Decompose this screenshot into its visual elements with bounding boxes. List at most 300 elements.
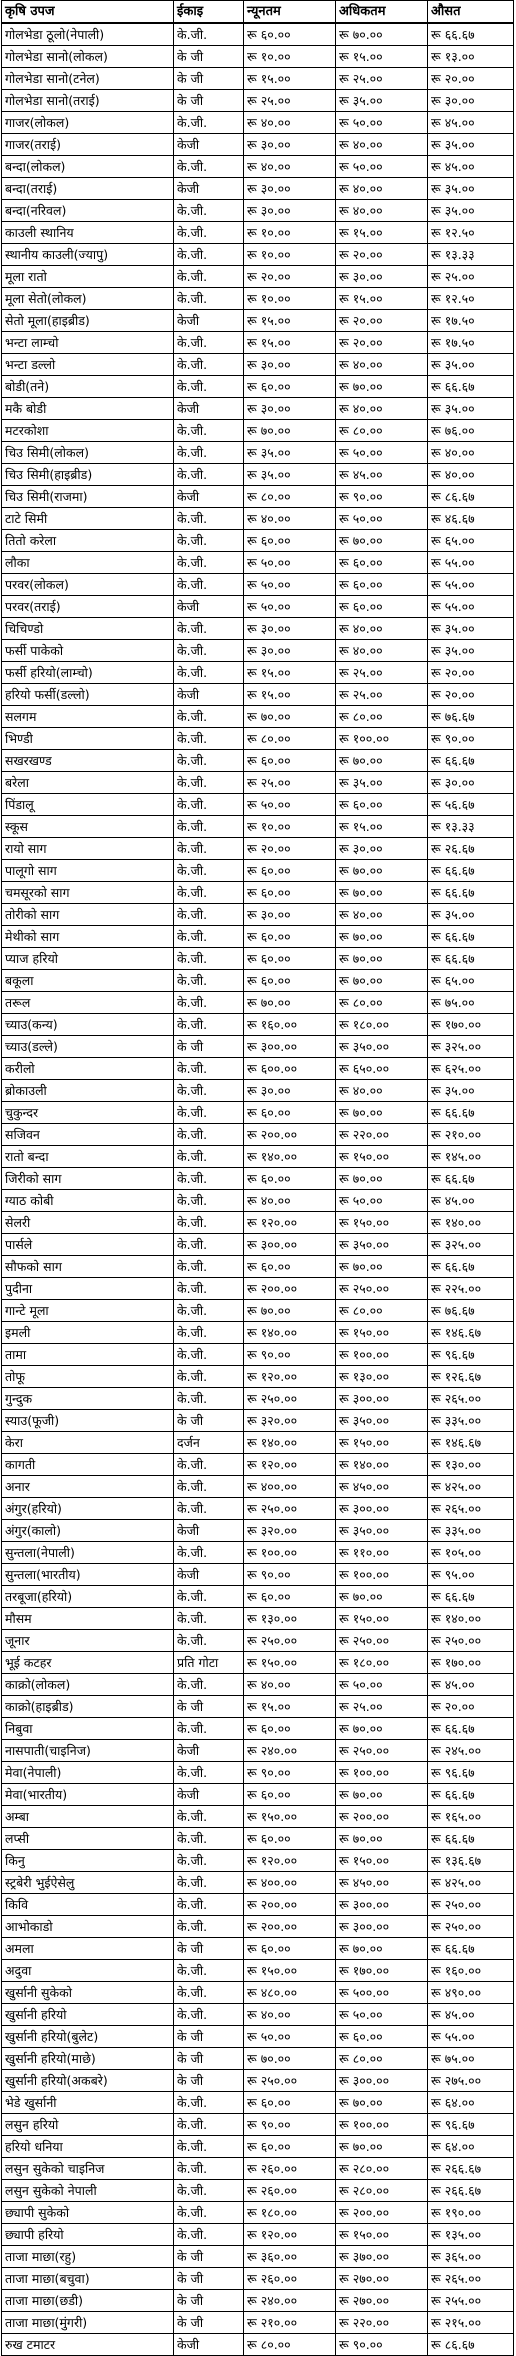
- price-value: ३०.००: [260, 356, 291, 372]
- currency-label: रू: [431, 334, 441, 350]
- price-value: ३५.००: [444, 642, 475, 658]
- currency-label: रू: [339, 2094, 349, 2110]
- maximum-cell: [336, 1894, 428, 1916]
- unit-cell: के.जी.: [174, 442, 244, 464]
- currency-label: रू: [431, 136, 441, 152]
- minimum-cell: [244, 1146, 336, 1168]
- unit-cell: के.जी.: [174, 266, 244, 288]
- unit-cell: के.जी.: [174, 156, 244, 178]
- table-row: [2, 1476, 514, 1498]
- minimum-cell: [244, 178, 336, 200]
- currency-label: रू: [431, 598, 441, 614]
- unit-cell: के.जी.: [174, 1828, 244, 1850]
- currency-label: रू: [431, 2292, 441, 2308]
- commodity-cell: गान्टे मूला: [2, 1300, 174, 1322]
- minimum-cell: [244, 1674, 336, 1696]
- commodity-cell: सौफको साग: [2, 1256, 174, 1278]
- maximum-cell: [336, 442, 428, 464]
- price-value: ३०.००: [260, 642, 291, 658]
- price-value: १००.००: [352, 1346, 390, 1362]
- currency-label: रू: [339, 1500, 349, 1516]
- currency-label: रू: [339, 1302, 349, 1318]
- price-value: ९०.००: [260, 1346, 291, 1362]
- price-value: ६६.६७: [444, 378, 475, 394]
- average-cell: [428, 772, 514, 794]
- average-cell: [428, 288, 514, 310]
- table-row: [2, 860, 514, 882]
- average-cell: [428, 596, 514, 618]
- minimum-cell: [244, 266, 336, 288]
- currency-label: रू: [339, 2270, 349, 2286]
- minimum-cell: [244, 2004, 336, 2026]
- price-value: १२.५०: [444, 224, 475, 240]
- minimum-cell: [244, 2136, 336, 2158]
- maximum-cell: [336, 178, 428, 200]
- currency-label: रू: [247, 1500, 257, 1516]
- currency-label: रू: [247, 1302, 257, 1318]
- minimum-cell: [244, 2092, 336, 2114]
- currency-label: रू: [247, 48, 257, 64]
- price-value: ३००.००: [260, 1236, 298, 1252]
- commodity-cell: किनु: [2, 1850, 174, 1872]
- unit-cell: के.जी.: [174, 1718, 244, 1740]
- maximum-cell: [336, 970, 428, 992]
- currency-label: रू: [431, 1522, 441, 1538]
- price-value: १२०.००: [260, 2226, 298, 2242]
- currency-label: रू: [339, 1082, 349, 1098]
- maximum-cell: [336, 1146, 428, 1168]
- unit-cell: के.जी.: [174, 904, 244, 926]
- price-value: १०५.००: [444, 1544, 482, 1560]
- price-value: १२६.६७: [444, 1368, 482, 1384]
- price-value: १२०.००: [260, 1368, 298, 1384]
- unit-cell: के जी: [174, 2048, 244, 2070]
- minimum-cell: [244, 398, 336, 420]
- price-value: ७०.००: [352, 1940, 383, 1956]
- price-value: ७०.००: [352, 378, 383, 394]
- currency-label: रू: [431, 730, 441, 746]
- maximum-cell: [336, 1344, 428, 1366]
- price-value: १३०.००: [444, 1456, 482, 1472]
- maximum-cell: [336, 464, 428, 486]
- currency-label: रू: [431, 1346, 441, 1362]
- price-value: १५.००: [260, 70, 291, 86]
- table-row: [2, 90, 514, 112]
- currency-label: रू: [339, 48, 349, 64]
- minimum-cell: [244, 1982, 336, 2004]
- price-value: २६५.००: [444, 1500, 482, 1516]
- maximum-cell: [336, 2246, 428, 2268]
- currency-label: रू: [431, 2248, 441, 2264]
- table-row: [2, 156, 514, 178]
- unit-cell: के.जी.: [174, 552, 244, 574]
- currency-label: रू: [247, 1082, 257, 1098]
- commodity-cell: रातो बन्दा: [2, 1146, 174, 1168]
- average-cell: [428, 1652, 514, 1674]
- price-value: ६६.६७: [444, 862, 475, 878]
- currency-label: रू: [247, 796, 257, 812]
- maximum-cell: [336, 1982, 428, 2004]
- currency-label: रू: [431, 928, 441, 944]
- table-row: [2, 1432, 514, 1454]
- price-value: ४०.००: [260, 114, 291, 130]
- price-value: ३६५.००: [444, 2248, 482, 2264]
- commodity-cell: लसुन सुकेको चाइनिज: [2, 2158, 174, 2180]
- price-value: ६४.००: [444, 2138, 475, 2154]
- currency-label: रू: [339, 2182, 349, 2198]
- price-value: १४०.००: [260, 1324, 298, 1340]
- currency-label: रू: [247, 620, 257, 636]
- minimum-cell: [244, 23, 336, 46]
- unit-cell: केजी: [174, 684, 244, 706]
- minimum-cell: [244, 1850, 336, 1872]
- price-value: ५५.००: [444, 576, 475, 592]
- minimum-cell: [244, 596, 336, 618]
- maximum-cell: [336, 1608, 428, 1630]
- currency-label: रू: [339, 1786, 349, 1802]
- price-value: ४५.००: [444, 1192, 475, 1208]
- average-cell: [428, 2180, 514, 2202]
- unit-cell: के.जी.: [174, 332, 244, 354]
- unit-cell: के जी: [174, 2290, 244, 2312]
- currency-label: रू: [247, 158, 257, 174]
- table-row: [2, 2114, 514, 2136]
- currency-label: रू: [247, 1830, 257, 1846]
- commodity-cell: चुकुन्दर: [2, 1102, 174, 1124]
- average-cell: [428, 1784, 514, 1806]
- currency-label: रू: [431, 26, 441, 42]
- currency-label: रू: [247, 92, 257, 108]
- price-value: ३५.००: [444, 180, 475, 196]
- commodity-cell: अम्बा: [2, 1806, 174, 1828]
- minimum-cell: [244, 2202, 336, 2224]
- maximum-cell: [336, 1520, 428, 1542]
- average-cell: [428, 2070, 514, 2092]
- commodity-cell: गुन्दुक: [2, 1388, 174, 1410]
- currency-label: रू: [431, 422, 441, 438]
- currency-label: रू: [339, 114, 349, 130]
- average-cell: [428, 904, 514, 926]
- table-row: [2, 1718, 514, 1740]
- average-cell: [428, 1366, 514, 1388]
- table-row: [2, 2202, 514, 2224]
- currency-label: रू: [431, 1038, 441, 1054]
- maximum-cell: [336, 2158, 428, 2180]
- price-value: ४०.००: [352, 356, 383, 372]
- currency-label: रू: [247, 2116, 257, 2132]
- commodity-cell: सेलरी: [2, 1212, 174, 1234]
- unit-cell: प्रति गोटा: [174, 1652, 244, 1674]
- unit-cell: के.जी.: [174, 706, 244, 728]
- average-cell: [428, 1322, 514, 1344]
- price-value: ३०.००: [260, 202, 291, 218]
- maximum-cell: [336, 2136, 428, 2158]
- price-value: १५०.००: [352, 1852, 390, 1868]
- average-cell: [428, 90, 514, 112]
- average-cell: [428, 1102, 514, 1124]
- commodity-cell: पार्सले: [2, 1234, 174, 1256]
- price-value: ४५०.००: [352, 1478, 390, 1494]
- minimum-cell: [244, 706, 336, 728]
- currency-label: रू: [247, 1236, 257, 1252]
- unit-cell: के.जी.: [174, 2224, 244, 2246]
- maximum-cell: [336, 1564, 428, 1586]
- table-row: [2, 1080, 514, 1102]
- price-value: १००.००: [352, 1764, 390, 1780]
- price-value: २१०.००: [260, 2314, 298, 2330]
- currency-label: रू: [247, 114, 257, 130]
- currency-label: रू: [339, 1412, 349, 1428]
- price-value: ३५.००: [352, 774, 383, 790]
- currency-label: रू: [339, 1742, 349, 1758]
- average-cell: [428, 1080, 514, 1102]
- minimum-cell: [244, 1784, 336, 1806]
- currency-label: रू: [247, 884, 257, 900]
- minimum-cell: [244, 750, 336, 772]
- currency-label: रू: [247, 224, 257, 240]
- currency-label: रू: [247, 1522, 257, 1538]
- maximum-cell: [336, 1322, 428, 1344]
- unit-cell: के.जी.: [174, 23, 244, 46]
- minimum-cell: [244, 1410, 336, 1432]
- average-cell: [428, 442, 514, 464]
- maximum-cell: [336, 1014, 428, 1036]
- commodity-cell: पालूगो साग: [2, 860, 174, 882]
- commodity-cell: इमली: [2, 1322, 174, 1344]
- minimum-cell: [244, 1344, 336, 1366]
- average-cell: [428, 112, 514, 134]
- minimum-cell: [244, 794, 336, 816]
- average-cell: [428, 1586, 514, 1608]
- maximum-cell: [336, 684, 428, 706]
- currency-label: रू: [339, 2072, 349, 2088]
- unit-cell: केजी: [174, 398, 244, 420]
- currency-label: रू: [247, 136, 257, 152]
- unit-cell: के.जी.: [174, 1080, 244, 1102]
- currency-label: रू: [339, 576, 349, 592]
- currency-label: रू: [431, 576, 441, 592]
- price-value: १०.००: [260, 224, 291, 240]
- maximum-cell: [336, 1410, 428, 1432]
- price-value: ३०.००: [260, 906, 291, 922]
- price-value: ५०.००: [352, 1676, 383, 1692]
- currency-label: रू: [431, 312, 441, 328]
- maximum-cell: [336, 2334, 428, 2356]
- unit-cell: के.जी.: [174, 1102, 244, 1124]
- currency-label: रू: [247, 1566, 257, 1582]
- currency-label: रू: [339, 2204, 349, 2220]
- price-value: ३०.००: [260, 136, 291, 152]
- currency-label: रू: [431, 1654, 441, 1670]
- average-cell: [428, 1740, 514, 1762]
- average-cell: [428, 2246, 514, 2268]
- price-value: २४०.००: [260, 1742, 298, 1758]
- price-value: २७०.००: [352, 2270, 390, 2286]
- unit-cell: के जी: [174, 46, 244, 68]
- minimum-cell: [244, 464, 336, 486]
- minimum-cell: [244, 574, 336, 596]
- commodity-cell: चिउ सिमी(लोकल): [2, 442, 174, 464]
- currency-label: रू: [339, 290, 349, 306]
- price-value: ३००.००: [352, 1390, 390, 1406]
- minimum-cell: [244, 46, 336, 68]
- maximum-cell: [336, 332, 428, 354]
- currency-label: रू: [431, 114, 441, 130]
- price-value: १३६.६७: [444, 1852, 482, 1868]
- commodity-cell: खुर्सानी हरियो: [2, 2004, 174, 2026]
- commodity-cell: गोलभेडा सानो(टनेल): [2, 68, 174, 90]
- price-value: १४६.६७: [444, 1324, 482, 1340]
- unit-cell: के.जी.: [174, 112, 244, 134]
- maximum-cell: [336, 2268, 428, 2290]
- minimum-cell: [244, 2114, 336, 2136]
- commodity-cell: गोलभेडा सानो(लोकल): [2, 46, 174, 68]
- commodity-cell: च्याउ(डल्ले): [2, 1036, 174, 1058]
- average-cell: [428, 310, 514, 332]
- currency-label: रू: [247, 1962, 257, 1978]
- average-cell: [428, 200, 514, 222]
- price-value: ६६.६७: [444, 752, 475, 768]
- maximum-cell: [336, 1828, 428, 1850]
- maximum-cell: [336, 2070, 428, 2092]
- currency-label: रू: [339, 26, 349, 42]
- currency-label: रू: [247, 950, 257, 966]
- commodity-cell: सलगम: [2, 706, 174, 728]
- price-value: २५०.००: [260, 2072, 298, 2088]
- price-value: ७०.००: [352, 1170, 383, 1186]
- table-row: [2, 23, 514, 46]
- price-value: ५०.००: [260, 2028, 291, 2044]
- maximum-cell: [336, 2180, 428, 2202]
- price-value: ८०.००: [352, 994, 383, 1010]
- table-row: [2, 1256, 514, 1278]
- unit-cell: के.जी.: [174, 1190, 244, 1212]
- minimum-cell: [244, 904, 336, 926]
- currency-label: रू: [339, 1566, 349, 1582]
- price-value: ७०.००: [352, 1104, 383, 1120]
- price-value: ४५.००: [444, 2006, 475, 2022]
- unit-cell: के.जी.: [174, 2114, 244, 2136]
- currency-label: रू: [247, 2094, 257, 2110]
- minimum-cell: [244, 1476, 336, 1498]
- commodity-cell: काक्रो(लोकल): [2, 1674, 174, 1696]
- maximum-cell: [336, 530, 428, 552]
- price-value: ६०.००: [352, 2028, 383, 2044]
- currency-label: रू: [339, 510, 349, 526]
- table-body: [2, 23, 514, 2356]
- currency-label: रू: [431, 2138, 441, 2154]
- commodity-cell: छ्यापी हरियो: [2, 2224, 174, 2246]
- table-row: [2, 838, 514, 860]
- commodity-cell: लौका: [2, 552, 174, 574]
- commodity-cell: गाजर(लोकल): [2, 112, 174, 134]
- currency-label: रू: [339, 1544, 349, 1560]
- unit-cell: के जी: [174, 90, 244, 112]
- currency-label: रू: [339, 1610, 349, 1626]
- currency-label: रू: [339, 1324, 349, 1340]
- price-value: १३.००: [444, 48, 475, 64]
- price-value: ४५.००: [444, 1676, 475, 1692]
- currency-label: रू: [247, 180, 257, 196]
- table-row: [2, 904, 514, 926]
- currency-label: रू: [339, 158, 349, 174]
- price-value: ६०.००: [352, 576, 383, 592]
- price-value: १३५.००: [444, 2226, 482, 2242]
- price-value: २६५.००: [444, 1390, 482, 1406]
- price-value: ४०.००: [260, 1676, 291, 1692]
- price-value: १०.००: [260, 290, 291, 306]
- table-row: [2, 1674, 514, 1696]
- price-value: १७.५०: [444, 334, 475, 350]
- average-cell: [428, 464, 514, 486]
- currency-label: रू: [247, 862, 257, 878]
- commodity-cell: मेथीको साग: [2, 926, 174, 948]
- currency-label: रू: [431, 862, 441, 878]
- commodity-cell: मेवा(नेपाली): [2, 1762, 174, 1784]
- price-value: ६६.६७: [444, 1258, 475, 1274]
- maximum-cell: [336, 156, 428, 178]
- commodity-cell: मटरकोशा: [2, 420, 174, 442]
- price-value: ४०.००: [352, 906, 383, 922]
- table-row: [2, 134, 514, 156]
- unit-cell: के.जी.: [174, 970, 244, 992]
- table-row: [2, 684, 514, 706]
- average-cell: [428, 1674, 514, 1696]
- currency-label: रू: [247, 1038, 257, 1054]
- price-value: २५०.००: [260, 1390, 298, 1406]
- table-row: [2, 1542, 514, 1564]
- unit-cell: के.जी.: [174, 992, 244, 1014]
- price-value: ६०.००: [260, 862, 291, 878]
- price-value: ३०.००: [260, 180, 291, 196]
- currency-label: रू: [247, 642, 257, 658]
- currency-label: रू: [339, 334, 349, 350]
- currency-label: रू: [431, 1918, 441, 1934]
- maximum-cell: [336, 420, 428, 442]
- currency-label: रू: [431, 1786, 441, 1802]
- currency-label: रू: [247, 1786, 257, 1802]
- currency-label: रू: [339, 554, 349, 570]
- price-value: २०.००: [444, 1698, 475, 1714]
- price-value: २००.००: [352, 1808, 390, 1824]
- maximum-cell: [336, 904, 428, 926]
- currency-label: रू: [247, 1808, 257, 1824]
- table-row: [2, 1212, 514, 1234]
- table-row: [2, 376, 514, 398]
- minimum-cell: [244, 882, 336, 904]
- minimum-cell: [244, 2312, 336, 2334]
- currency-label: रू: [431, 290, 441, 306]
- table-row: [2, 1652, 514, 1674]
- currency-label: रू: [431, 642, 441, 658]
- average-cell: [428, 2136, 514, 2158]
- table-row: [2, 1564, 514, 1586]
- currency-label: रू: [247, 1148, 257, 1164]
- price-value: ३०.००: [260, 620, 291, 636]
- price-value: १५०.००: [260, 1808, 298, 1824]
- price-value: ३५.००: [444, 136, 475, 152]
- currency-label: रू: [431, 1698, 441, 1714]
- price-value: १५.००: [260, 312, 291, 328]
- commodity-cell: सेतो मूला(हाइब्रीड): [2, 310, 174, 332]
- currency-label: रू: [339, 862, 349, 878]
- price-table: [1, 0, 514, 2356]
- minimum-cell: [244, 1630, 336, 1652]
- average-cell: [428, 860, 514, 882]
- currency-label: रू: [247, 2292, 257, 2308]
- table-row: [2, 552, 514, 574]
- currency-label: रू: [339, 1104, 349, 1120]
